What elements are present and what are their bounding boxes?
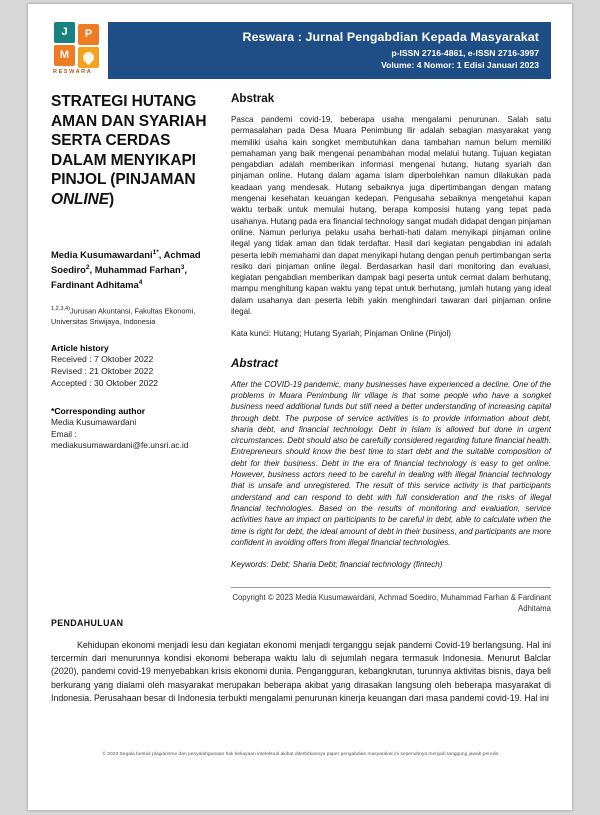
metadata-column — [51, 92, 211, 451]
logo-square-j: J — [54, 22, 75, 43]
journal-name: Reswara : Jurnal Pengabdian Kepada Masyarakat — [242, 30, 539, 44]
corresponding-email-label: Email : — [51, 428, 77, 439]
logo-square-grid — [54, 22, 100, 67]
corresponding-author-heading: *Corresponding author — [51, 406, 146, 417]
article-history-revised: Revised : 21 Oktober 2022 — [51, 366, 154, 376]
logo-square-flame-icon — [78, 47, 99, 68]
abstract-heading: Abstract — [231, 356, 279, 370]
affiliation-superscript: 1,2,3,4) — [51, 305, 70, 312]
abstrak-keywords: Kata kunci: Hutang; Hutang Syariah; Pinjaman Online (Pinjol) — [231, 329, 451, 339]
journal-volume: Volume: 4 Nomor: 1 Edisi Januari 2023 — [381, 60, 539, 70]
abstrak-heading: Abstrak — [231, 92, 275, 105]
journal-page — [28, 4, 572, 810]
paper-title — [51, 92, 211, 210]
abstract-keywords: Keywords: Debt; Sharia Debt; financial technology (fintech) — [231, 560, 443, 570]
section-heading: PENDAHULUAN — [51, 618, 124, 628]
abstrak-body: Pasca pandemi covid-19, beberapa usaha mengalami penurunan. Salah satu permasalahan pada Desa Muara Penimbung Ilir adalah sebagian masyarakat yang memiliki usaha kain songket membutuhkan dana tambahan namun belum memiliki pemahaman yang baik mengenai penambahan modal melalui hutang. Tujuan kegiatan pengabdian adalah memberikan informasi mengenai hutang, hutang syariah dan pinjaman online. Hutang dalam agama islam diperbolehkan namun dilakukan pada keadaan yang mendesak. Hutang sebaiknya juga dipertimbangan dengan matang mengenai kesehatan keuangan kedepan. Pengusaha sebaiknya mengetahui kapan waktu terbaik untuk memulai hutang, berapa komposisi hutang yang tepat pada usahanya. Hutang pada era financial technology sangat mudah didapat dengan pinjaman online. Namun perlunya pelaku usaha berhati-hati dalam menyikapi pinjaman online ilegal yang tidak aman dan tidak terdaftar. Hasil dari kegiatan pengabdian ini adalah peserta lebih memahami dan dapat menyikapi hutang dengan penuh pertimbangan serta resiko dari pinjaman online ilegal. Berdasarkan hasil dari monitoring dan evaluasi, kegiatan pengabdian memberikan dampak bagi peserta untuk cermat dalam berhutang, mampu menghitung kapan waktu yang tepat untuk berhutang, jumlah hutang yang ideal dalam usahanya dan peserta lebih yakin menghindari tawaran dari pinjaman online ilegal. — [231, 115, 551, 317]
logo-wordmark: RESWARA — [53, 69, 93, 75]
article-history-received: Received : 7 Oktober 2022 — [51, 354, 154, 365]
author-list — [51, 246, 211, 291]
article-history-accepted: Accepted : 30 Oktober 2022 — [51, 377, 159, 388]
abstract-body: After the COVID-19 pandemic, many businesses have experienced a decline. One of the problems in Muara Penimbung Ilir village is that some people who have a songket business need additional funds but still need a better understanding of increasing capital through debt. The purpose of service activities is to provide information about debt, sharia debt, and financial technology. Debt in Islam is allowed but done in urgent circumstances. Debt should also be carefully considered regarding future financial health. Entrepreneurs should know the best time to start debt and the suitable composition of debt for their business. Debt in the era of financial technology is easy to get online. However, business actors need to be careful in dealing with illegal financial technology that is unsafe and unregistered. The result of this service activity is that participants understand and can respond to debt with full consideration and the risks of illegal financial technologies. Based on the results of monitoring and evaluation, service activities have an impact on participants to be careful in debt, able to calculate when the time is right for debt, the ideal amount of debt in their business, and participants are more confident in avoiding offers from illegal financial technologies. — [231, 379, 551, 547]
journal-logo — [51, 22, 106, 79]
paper-title-tail: ) — [108, 190, 115, 208]
paper-title-italic: ONLINE — [51, 190, 109, 208]
abstract-english-block — [231, 357, 551, 571]
logo-square-m: M — [54, 45, 75, 66]
flame-icon — [81, 50, 97, 66]
article-history-heading: Article history — [51, 343, 109, 354]
corresponding-author-name: Media Kusumawardani — [51, 417, 137, 428]
journal-title-banner — [108, 22, 551, 79]
corresponding-email-address[interactable]: mediakusumawardani@fe.unsri.ac.id — [51, 440, 189, 450]
paper-title-main: STRATEGI HUTANG AMAN DAN SYARIAH SERTA CERDAS DALAM MENYIKAPI PINJOL (PINJAMAN — [51, 93, 207, 189]
introduction-section — [51, 618, 551, 705]
journal-header — [51, 22, 551, 79]
journal-issn: p-ISSN 2716-4861, e-ISSN 2716-3997 — [391, 48, 539, 58]
author-names: Media Kusumawardani$^{1*}$, Achmad Soediro$^2$, Muhammad Farhan$^3$, Fardinant Adhitama$^4$ — [51, 248, 201, 290]
abstract-column — [231, 92, 551, 615]
section-paragraph: Kehidupan ekonomi menjadi lesu dan kegiatan ekonomi menjadi terganggu sejak pandemi Covid-19 berlangsung. Hal ini tercermin dari menurunnya kondisi ekonomi beberapa waktu lalu di sejumlah negara termasuk Indonesia. Menurut Balclar (2020), pandemi covid-19 menyebabkan krisis ekonomi dunia. Pengangguran, kebangkrutan, turunnya aktivitas bisnis, daya beli berkurang yang dialami oleh masyarakat merupakan beberapa akibat yang dirasakan langsung oleh beberapa masyarakat di Indonesia. Perusahaan besar di Indonesia terbukti mengalami penurunan kinerja keuangan dari masa pandemi covid-19. Hal ini — [51, 640, 551, 703]
affiliation — [51, 304, 211, 327]
logo-square-p: P — [78, 24, 99, 45]
page-footnote: © 2023 Segala bentuk plagiarisme dan penyalahgunaan hak kekayaan intelektual akibat diterbitkannya paper pengabdian masyarakat ini sepenuhnya menjadi tanggung jawab penulis. — [102, 751, 500, 757]
copyright-text: Copyright © 2023 Media Kusumawardani, Achmad Soediro, Muhammad Farhan & Fardinant Adhitama — [232, 593, 551, 613]
copyright-block — [231, 587, 551, 614]
affiliation-text: Jurusan Akuntansi, Fakultas Ekonomi, Universitas Sriwijaya, Indonesia — [51, 306, 196, 326]
